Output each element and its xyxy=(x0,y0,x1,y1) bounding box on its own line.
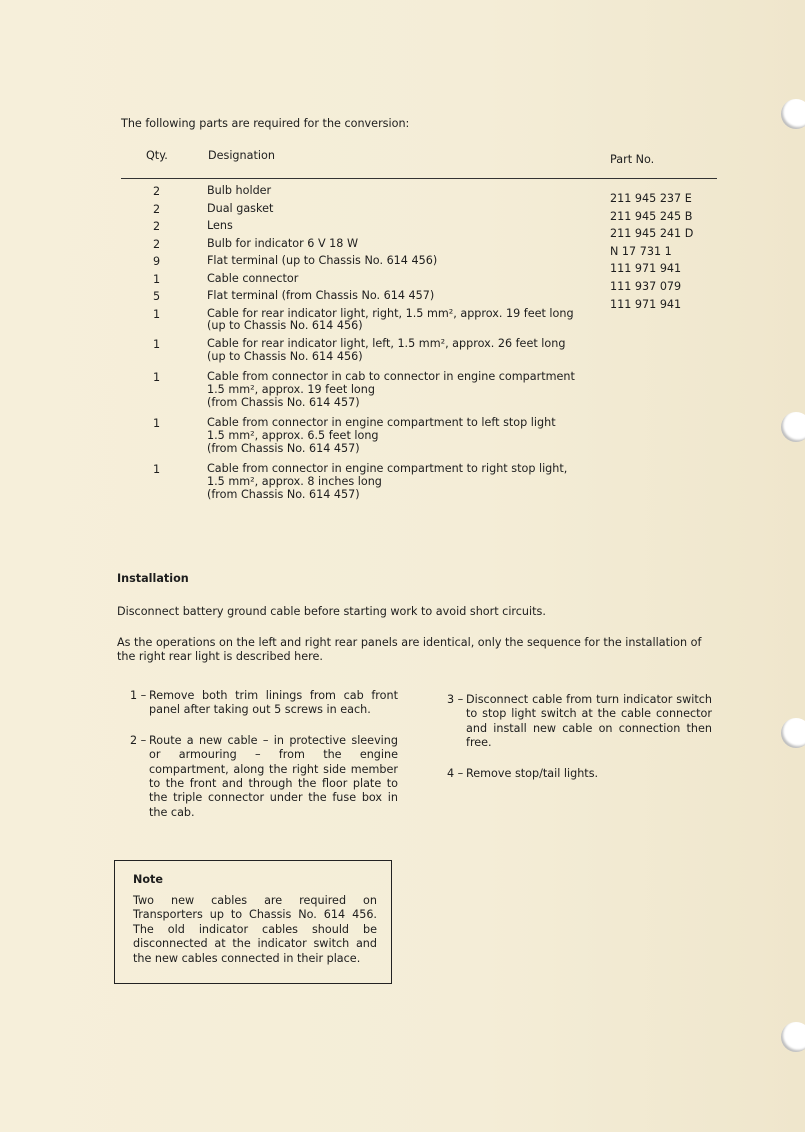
step-text: Remove stop/tail lights. xyxy=(466,766,599,780)
qty-cell: 1 xyxy=(153,463,161,476)
header-qty: Qty. xyxy=(146,149,168,162)
qty-cell: 1 xyxy=(153,307,161,321)
qty-cell: 1 xyxy=(153,272,161,286)
designation-cell: Cable from connector in engine compartment to left stop light 1.5 mm², approx. 6.5 feet long (from Chassis No. 614 457) xyxy=(207,416,556,455)
designation-cell: Cable from connector in cab to connector in engine compartment 1.5 mm², approx. 19 feet long (from Chassis No. 614 457) xyxy=(207,370,575,409)
step-text: Disconnect cable from turn indicator switch to stop light switch at the cable connector and install new cable on connection then free. xyxy=(466,693,712,750)
designation-cell: Cable for rear indicator light, right, 1.5 mm², approx. 19 feet long (up to Chassis No. 614 456) xyxy=(207,306,574,333)
designation-cell: Lens xyxy=(207,219,233,232)
note-text: Two new cables are required on Transporters up to Chassis No. 614 456. The old indicator cables should be disconnected at the indicator switch and the new cables connected in their place. xyxy=(133,894,377,965)
step-text: Remove both trim linings from cab front panel after taking out 5 screws in each. xyxy=(149,689,398,717)
step-number: 3 – xyxy=(447,693,464,706)
qty-cell: 5 xyxy=(153,290,161,303)
designation-cell: Cable for rear indicator light, left, 1.5 mm², approx. 26 feet long (up to Chassis No. 614 456) xyxy=(207,337,566,363)
designation-cell: Flat terminal (from Chassis No. 614 457) xyxy=(207,289,435,302)
designation-cell: Flat terminal (up to Chassis No. 614 456) xyxy=(207,254,438,267)
part-number-column xyxy=(610,190,693,313)
step-number: 4 – xyxy=(447,766,464,780)
step-text: Route a new cable – in protective sleeving or armouring – from the engine compartment, along the right side member to the front and through the floor plate to the triple connector under the fuse box in the cab. xyxy=(149,733,398,819)
qty-cell: 9 xyxy=(153,255,161,268)
step-item xyxy=(447,767,712,781)
qty-cell: 1 xyxy=(153,338,161,351)
table-header-rule xyxy=(121,178,717,179)
part-number: 111 971 941 xyxy=(610,262,682,276)
punch-hole xyxy=(781,412,805,442)
installation-paragraph-2: As the operations on the left and right rear panels are identical, only the sequence for the installation of the right rear light is described here. xyxy=(117,636,702,663)
note-title: Note xyxy=(133,873,163,886)
part-number: 211 945 241 D xyxy=(610,227,694,241)
qty-cell: 1 xyxy=(153,417,161,430)
part-number: 211 945 237 E xyxy=(610,192,692,205)
punch-hole xyxy=(781,1022,805,1052)
note-box xyxy=(114,860,392,984)
installation-paragraph-1: Disconnect battery ground cable before starting work to avoid short circuits. xyxy=(117,605,546,618)
steps-left-column xyxy=(130,689,398,836)
step-number: 2 – xyxy=(130,733,147,747)
qty-cell: 2 xyxy=(153,237,161,251)
qty-cell: 2 xyxy=(153,220,161,233)
qty-cell: 2 xyxy=(153,202,161,216)
punch-hole xyxy=(781,99,805,129)
designation-cell: Cable connector xyxy=(207,271,299,285)
part-number: N 17 731 1 xyxy=(610,244,672,258)
designation-cell: Dual gasket xyxy=(207,201,274,215)
part-number: 211 945 245 B xyxy=(610,209,693,223)
header-designation: Designation xyxy=(208,149,275,162)
step-item xyxy=(130,734,398,820)
steps-right-column xyxy=(447,693,712,797)
punch-hole xyxy=(781,718,805,748)
part-number: 111 971 941 xyxy=(610,297,682,311)
installation-heading: Installation xyxy=(117,572,189,585)
step-number: 1 – xyxy=(130,689,147,702)
header-part-no: Part No. xyxy=(610,153,655,166)
qty-cell: 2 xyxy=(153,185,161,198)
designation-cell: Bulb holder xyxy=(207,184,272,197)
step-item xyxy=(447,693,712,751)
step-item xyxy=(130,689,398,718)
part-number: 111 937 079 xyxy=(610,279,682,293)
intro-text: The following parts are required for the conversion: xyxy=(121,117,410,130)
designation-cell: Bulb for indicator 6 V 18 W xyxy=(207,236,359,250)
qty-cell: 1 xyxy=(153,371,161,384)
designation-cell: Cable from connector in engine compartment to right stop light, 1.5 mm², approx. 8 inches long (from Chassis No. 614 457) xyxy=(207,462,568,501)
